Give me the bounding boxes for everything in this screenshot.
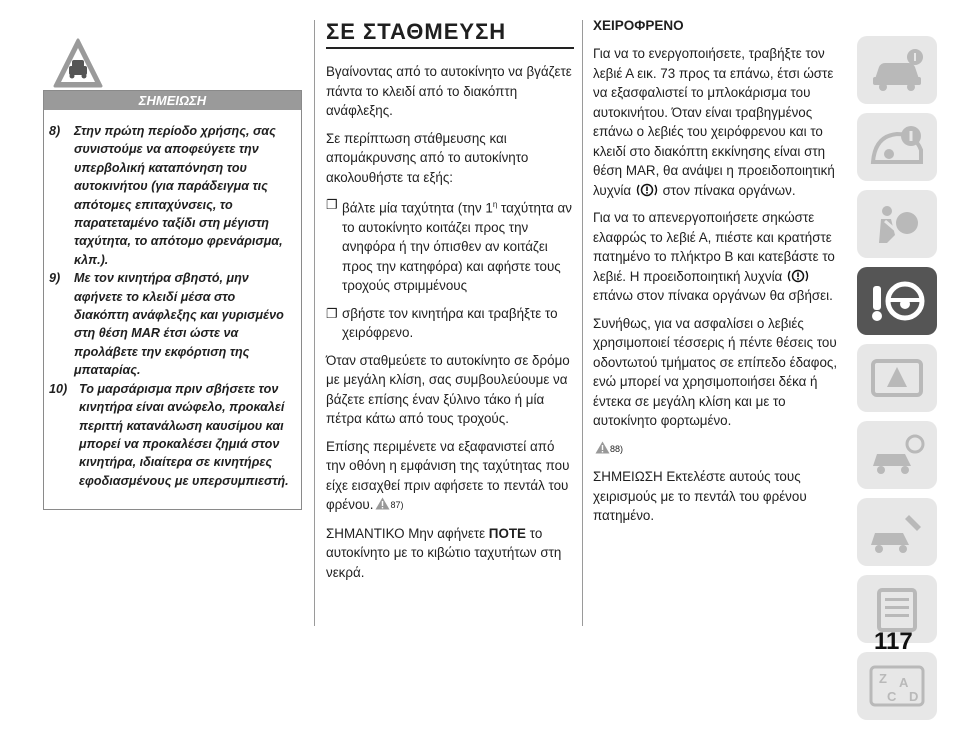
parking-section [326, 20, 574, 590]
handbrake-section [593, 18, 840, 534]
reference-number: 87) [390, 500, 404, 511]
paragraph: Συνήθως, για να ασφαλίσει ο λεβιές χρησιμοποιεί τέσσερις ή πέντε θέσεις του οδοντωτού τμήματος σε επίπεδο έδαφος, ενώ μπορεί να χρησιμοποιήσει δέκα ή έντεκα σε μεγάλη κλίση και με το αυτοκίνητο φορτωμένο. [593, 315, 838, 428]
tab-safety[interactable] [857, 190, 937, 258]
paragraph-text: Επίσης περιμένετε να εξαφανιστεί από την οθόνη η εμφάνιση της ταχύτητας που είχε εισαχθεί πριν αφήσετε το πεντάλ του φρένου. [326, 438, 570, 513]
key-steering-wheel-icon [865, 276, 929, 326]
note-number: 8) [49, 124, 61, 138]
svg-text:D: D [909, 689, 919, 704]
paragraph-text: Για να το απενεργοποιήσετε σηκώστε ελαφρώς το λεβιέ Α, πιέστε και κρατήστε πατημένο το πλήκτρο B και κατεβάστε το λεβιέ. Η προειδοποιητική λυχνία [593, 210, 835, 284]
tab-instruments[interactable] [857, 113, 937, 181]
bullet-text: σβήστε τον κινητήρα και τραβήξτε το χειρόφρενο. [342, 305, 558, 341]
note-number: 9) [49, 271, 61, 286]
paragraph: ΣΗΜΕΙΩΣΗ Εκτελέστε αυτούς τους χειρισμούς με το πεντάλ του φρένου πατημένο. [593, 469, 807, 523]
svg-text:A: A [899, 675, 909, 690]
paragraph [593, 44, 840, 200]
tab-index[interactable] [857, 652, 937, 720]
warning-triangle-icon [595, 441, 610, 454]
bullet-text: βάλτε μία ταχύτητα (την 1 [342, 200, 493, 216]
checkbox-bullet-icon: ❐ [326, 305, 338, 321]
bullet-item [326, 304, 574, 343]
section-title: ΣΕ ΣΤΑΘΜΕΥΣΗ [326, 20, 574, 49]
note-text: Στην πρώτη περίοδο χρήσης, σας συνιστούμε να αποφεύγετε την υπερβολική καταπόνηση του αυτοκινήτου (για παράδειγμα τις απότομες επιταχύνσεις, το παρατεταμένο ταξίδι στη μέγιστη ταχύτητα, το απότομο φρενάρισμα, κλπ.). [74, 124, 283, 267]
warning-triangle-car-icon [53, 38, 103, 90]
bullet-item [326, 195, 574, 296]
tab-car-info[interactable] [857, 36, 937, 104]
paragraph-text: επάνω στον πίνακα οργάνων θα σβήσει. [593, 288, 833, 303]
column-separator [582, 20, 583, 626]
emphasis: ΠΟΤΕ [488, 525, 526, 541]
dashboard-info-icon [865, 122, 929, 172]
warning-light-icon [865, 353, 929, 403]
paragraph-text: Για να το ενεργοποιήσετε, τραβήξτε τον λεβιέ Α εικ. 73 προς τα επάνω, έτσι ώστε να εξασφαλιστεί το μπλοκάρισμα του αυτοκινήτου. Όταν είναι τραβηγμένος επάνω ο λεβιές του χειρόφρενου και το κλειδί στο διακόπτη εκκίνησης είναι στη θέση MAR, θα ανάψει η προειδοποιητική λυχνία [593, 46, 835, 198]
note-item [49, 269, 293, 379]
note-text: Το μαρσάρισμα πριν σβήσετε τον κινητήρα είναι ανώφελο, προκαλεί περιττή κατανάλωση καυσίμου και μπορεί να προκαλέσει ζημιά στον κινητήρα, ιδιαίτερα σε κινητήρες εφοδιασμένους με υπερσυμπιεστή. [79, 381, 289, 488]
chapter-tabs [857, 36, 937, 729]
brake-warning-lamp-icon [635, 183, 659, 197]
bullet-text: ταχύτητα αν το αυτοκίνητο κοιτάζει προς την ανηφόρα ή την όπισθεν αν κοιτάζει προς την κατηφόρα) και αφήστε τους τροχούς στριμμένους [342, 200, 572, 294]
maintenance-icon [865, 507, 929, 557]
tab-warning-lights[interactable] [857, 344, 937, 412]
reference [593, 439, 840, 460]
checkbox-bullet-icon: ❐ [326, 197, 338, 212]
paragraph [326, 524, 574, 583]
checklist-icon [865, 584, 929, 634]
tab-starting-driving[interactable] [857, 267, 937, 335]
svg-text:C: C [887, 689, 897, 704]
column-separator [314, 20, 315, 626]
paragraph-text: στον πίνακα οργάνων. [662, 182, 796, 198]
note-number: 10) [49, 381, 68, 396]
brake-warning-lamp-icon [786, 269, 810, 283]
paragraph: Σε περίπτωση στάθμευσης και απομάκρυνσης από το αυτοκίνητο ακολουθήστε τα εξής: [326, 130, 529, 185]
note-item [49, 380, 293, 490]
paragraph-text: ΣΗΜΑΝΤΙΚΟ Μην αφήνετε [326, 525, 489, 541]
note-header: ΣΗΜΕΙΩΣΗ [44, 91, 301, 110]
paragraph [326, 437, 574, 516]
tab-maintenance[interactable] [857, 498, 937, 566]
svg-text:Z: Z [879, 671, 887, 686]
paragraph: Όταν σταθμεύετε το αυτοκίνητο σε δρόμο με μεγάλη κλίση, σας συμβουλεύουμε να βάζετε επίσης έναν ξύλινο τάκο ή μία πέτρα κάτω από τους τροχούς. [326, 352, 570, 427]
emergency-icon [865, 430, 929, 480]
paragraph: Βγαίνοντας από το αυτοκίνητο να βγάζετε πάντα το κλειδί από το διακόπτη ανάφλεξης. [326, 64, 572, 118]
tab-emergency[interactable] [857, 421, 937, 489]
paragraph-text: το αυτοκίνητο με το κιβώτιο ταχυτήτων στη νεκρά. [326, 525, 562, 580]
superscript: η [492, 200, 498, 209]
reference-number: 88) [610, 443, 624, 454]
warning-triangle-icon [375, 497, 390, 510]
note-list [44, 110, 301, 490]
car-info-icon [865, 45, 929, 95]
alphabet-index-icon [865, 661, 929, 711]
note-item [49, 122, 293, 269]
note-box [43, 90, 302, 510]
paragraph [593, 208, 840, 306]
airbag-icon [865, 199, 929, 249]
subsection-title: ΧΕΙΡΟΦΡΕΝΟ [593, 18, 684, 33]
note-text: Με τον κινητήρα σβηστό, μην αφήνετε το κλειδί μέσα στο διακόπτη ανάφλεξης και γυρισμένο στη θέση MAR έτσι ώστε να προλάβετε την εκφόρτιση της μπαταρίας. [74, 271, 284, 378]
page-number: 117 [874, 628, 913, 655]
